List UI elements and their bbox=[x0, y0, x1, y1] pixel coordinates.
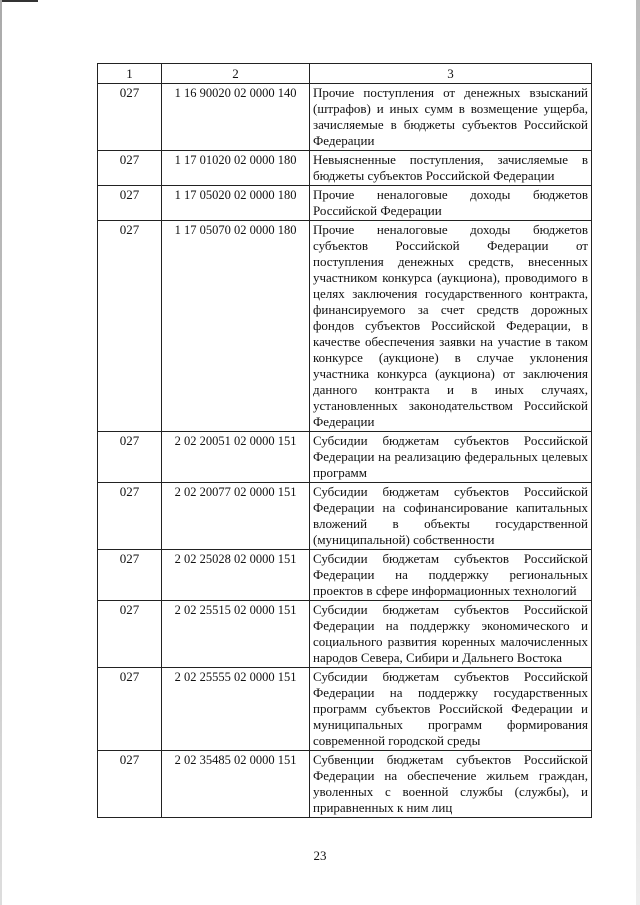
header-col-3: 3 bbox=[310, 64, 592, 84]
income-name-cell: Субсидии бюджетам субъектов Российской Федерации на софинансирование капитальных вложений в объекты государственной (муниципальной) собственности bbox=[310, 483, 592, 550]
table-row bbox=[98, 751, 592, 818]
income-name-cell: Невыясненные поступления, зачисляемые в бюджеты субъектов Российской Федерации bbox=[310, 151, 592, 186]
income-name-cell: Прочие поступления от денежных взысканий (штрафов) и иных сумм в возмещение ущерба, зачисляемые в бюджеты субъектов Российской Федерации bbox=[310, 84, 592, 151]
page-number: 23 bbox=[313, 848, 327, 863]
budget-code-cell: 2 02 20077 02 0000 151 bbox=[162, 483, 310, 550]
budget-code-cell: 1 16 90020 02 0000 140 bbox=[162, 84, 310, 151]
chapter-code-cell: 027 bbox=[98, 668, 162, 751]
budget-codes-table bbox=[97, 63, 592, 818]
page-right-edge bbox=[636, 0, 640, 905]
chapter-code-cell: 027 bbox=[98, 483, 162, 550]
budget-code-cell: 2 02 25028 02 0000 151 bbox=[162, 550, 310, 601]
chapter-code-cell: 027 bbox=[98, 221, 162, 432]
table-row bbox=[98, 432, 592, 483]
scan-edge-mark bbox=[2, 0, 38, 2]
table-row bbox=[98, 186, 592, 221]
chapter-code-cell: 027 bbox=[98, 550, 162, 601]
table-header-row bbox=[98, 64, 592, 84]
budget-code-cell: 2 02 20051 02 0000 151 bbox=[162, 432, 310, 483]
header-col-1: 1 bbox=[98, 64, 162, 84]
budget-code-cell: 2 02 25515 02 0000 151 bbox=[162, 601, 310, 668]
budget-code-cell: 2 02 35485 02 0000 151 bbox=[162, 751, 310, 818]
income-name-cell: Субсидии бюджетам субъектов Российской Федерации на поддержку экономического и социального развития коренных малочисленных народов Севера, Сибири и Дальнего Востока bbox=[310, 601, 592, 668]
budget-code-cell: 1 17 01020 02 0000 180 bbox=[162, 151, 310, 186]
budget-code-cell: 1 17 05020 02 0000 180 bbox=[162, 186, 310, 221]
chapter-code-cell: 027 bbox=[98, 601, 162, 668]
chapter-code-cell: 027 bbox=[98, 186, 162, 221]
budget-code-cell: 2 02 25555 02 0000 151 bbox=[162, 668, 310, 751]
budget-code-cell: 1 17 05070 02 0000 180 bbox=[162, 221, 310, 432]
table-row bbox=[98, 84, 592, 151]
table-row bbox=[98, 550, 592, 601]
income-name-cell: Прочие неналоговые доходы бюджетов субъектов Российской Федерации от поступления денежных средств, внесенных участником конкурса (аукциона), проводимого в целях заключения государственного контракта, финансируемого за счет средств дорожных фондов субъектов Российской Федерации, в качестве обеспечения заявки на участие в таком конкурсе (аукционе) в случае уклонения участника конкурса (аукциона) от заключения данного контракта и в иных случаях, установленных законодательством Российской Федерации bbox=[310, 221, 592, 432]
table-row bbox=[98, 483, 592, 550]
table-row bbox=[98, 668, 592, 751]
table-row bbox=[98, 601, 592, 668]
chapter-code-cell: 027 bbox=[98, 84, 162, 151]
table-row bbox=[98, 151, 592, 186]
income-name-cell: Субсидии бюджетам субъектов Российской Федерации на реализацию федеральных целевых программ bbox=[310, 432, 592, 483]
table-row bbox=[98, 221, 592, 432]
page-left-edge bbox=[0, 0, 2, 905]
income-name-cell: Субвенции бюджетам субъектов Российской Федерации на обеспечение жильем граждан, уволенных с военной службы (службы), и приравненных к ним лиц bbox=[310, 751, 592, 818]
chapter-code-cell: 027 bbox=[98, 751, 162, 818]
chapter-code-cell: 027 bbox=[98, 151, 162, 186]
income-name-cell: Прочие неналоговые доходы бюджетов Российской Федерации bbox=[310, 186, 592, 221]
income-name-cell: Субсидии бюджетам субъектов Российской Федерации на поддержку региональных проектов в сфере информационных технологий bbox=[310, 550, 592, 601]
chapter-code-cell: 027 bbox=[98, 432, 162, 483]
income-name-cell: Субсидии бюджетам субъектов Российской Федерации на поддержку государственных программ субъектов Российской Федерации и муниципальных программ формирования современной городской среды bbox=[310, 668, 592, 751]
header-col-2: 2 bbox=[162, 64, 310, 84]
table-body bbox=[98, 84, 592, 818]
